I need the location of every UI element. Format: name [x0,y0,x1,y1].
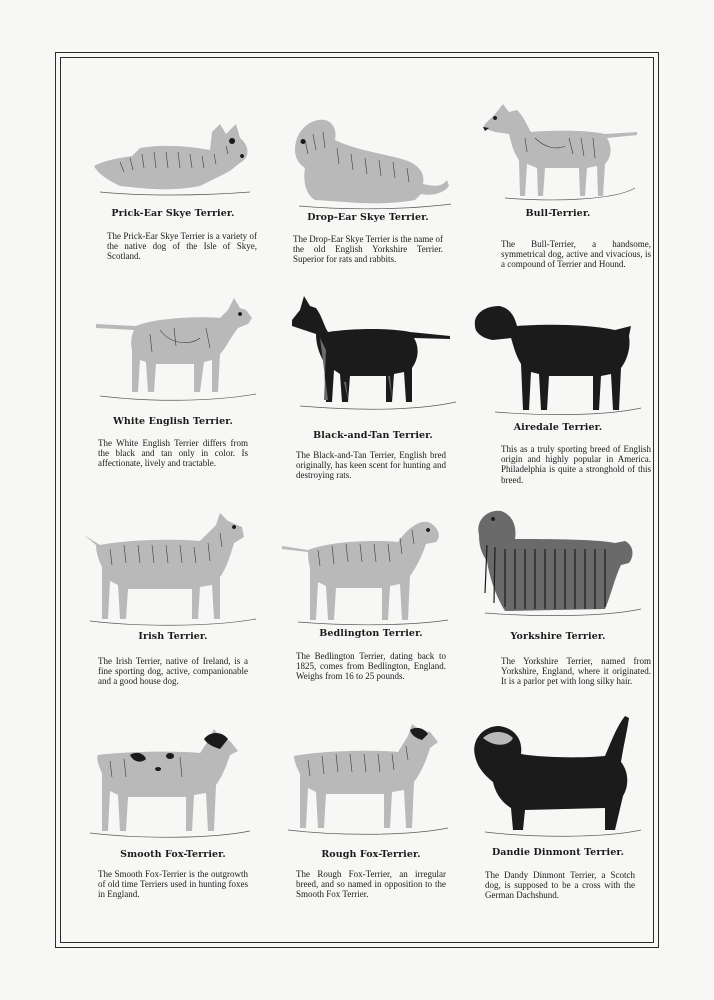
dog-description: The Black-and-Tan Terrier, English bred originally, has keen scent for hunting and destroying rats. [296,450,446,481]
dog-description: The Dandy Dinmont Terrier, a Scotch dog, is supposed to be a cross with the German Dachshund. [485,870,635,901]
dog-name: Yorkshire Terrier. [510,631,606,642]
dog-name: Bull-Terrier. [525,208,591,219]
dog-description: The Smooth Fox-Terrier is the outgrowth of old time Terriers used in hunting foxes in England. [98,869,248,900]
dog-name: Rough Fox-Terrier. [321,849,421,860]
rough-fox-terrier-illustration [278,718,464,838]
airedale-terrier-illustration [465,290,651,420]
dog-description: The Bull-Terrier, a handsome, symmetrical dog, active and vivacious, is a compound of Terrier and Hound. [501,239,651,270]
white-english-terrier-illustration [80,288,266,408]
dog-description: The Prick-Ear Skye Terrier is a variety of the native dog of the Isle of Skye, Scotland. [107,231,257,262]
dog-description: The Yorkshire Terrier, named from Yorkshire, England, where it originated. It is a parlor pet with long silky hair. [501,656,651,687]
dog-name: Bedlington Terrier. [319,628,423,639]
dog-name: Black-and-Tan Terrier. [313,430,433,441]
dog-name: Irish Terrier. [138,631,208,642]
dog-description: The Bedlington Terrier, dating back to 1825, comes from Bedlington, England. Weighs from 16 to 25 pounds. [296,651,446,682]
dog-name: Smooth Fox-Terrier. [120,849,226,860]
dog-description: The White English Terrier differs from the black and tan only in color. Is affectionate, lively and tractable. [98,438,248,469]
prick-ear-skye-terrier-illustration [80,110,266,210]
smooth-fox-terrier-illustration [80,725,266,840]
yorkshire-terrier-illustration [465,505,651,625]
dog-name: Airedale Terrier. [513,422,603,433]
dog-name: Dandie Dinmont Terrier. [491,847,625,858]
dog-name: Prick-Ear Skye Terrier. [111,208,235,219]
drop-ear-skye-terrier-illustration [275,110,461,210]
dog-name: Drop-Ear Skye Terrier. [307,212,429,223]
bedlington-terrier-illustration [278,510,464,630]
dog-description: The Drop-Ear Skye Terrier is the name of the old English Yorkshire Terrier. Superior for rats and rabbits. [293,234,443,265]
dog-description: The Irish Terrier, native of Ireland, is a fine sporting dog, active, companionable and a good house dog. [98,656,248,687]
dog-description: This as a truly sporting breed of English origin and highly popular in America. Philadelphia is quite a stronghold of this breed. [501,444,651,485]
bull-terrier-illustration [465,98,651,210]
dandie-dinmont-terrier-illustration [465,712,651,842]
black-and-tan-terrier-illustration [280,290,466,420]
dog-name: White English Terrier. [113,416,233,427]
irish-terrier-illustration [80,505,266,630]
dog-description: The Rough Fox-Terrier, an irregular breed, and so named in opposition to the Smooth Fox Terrier. [296,869,446,900]
